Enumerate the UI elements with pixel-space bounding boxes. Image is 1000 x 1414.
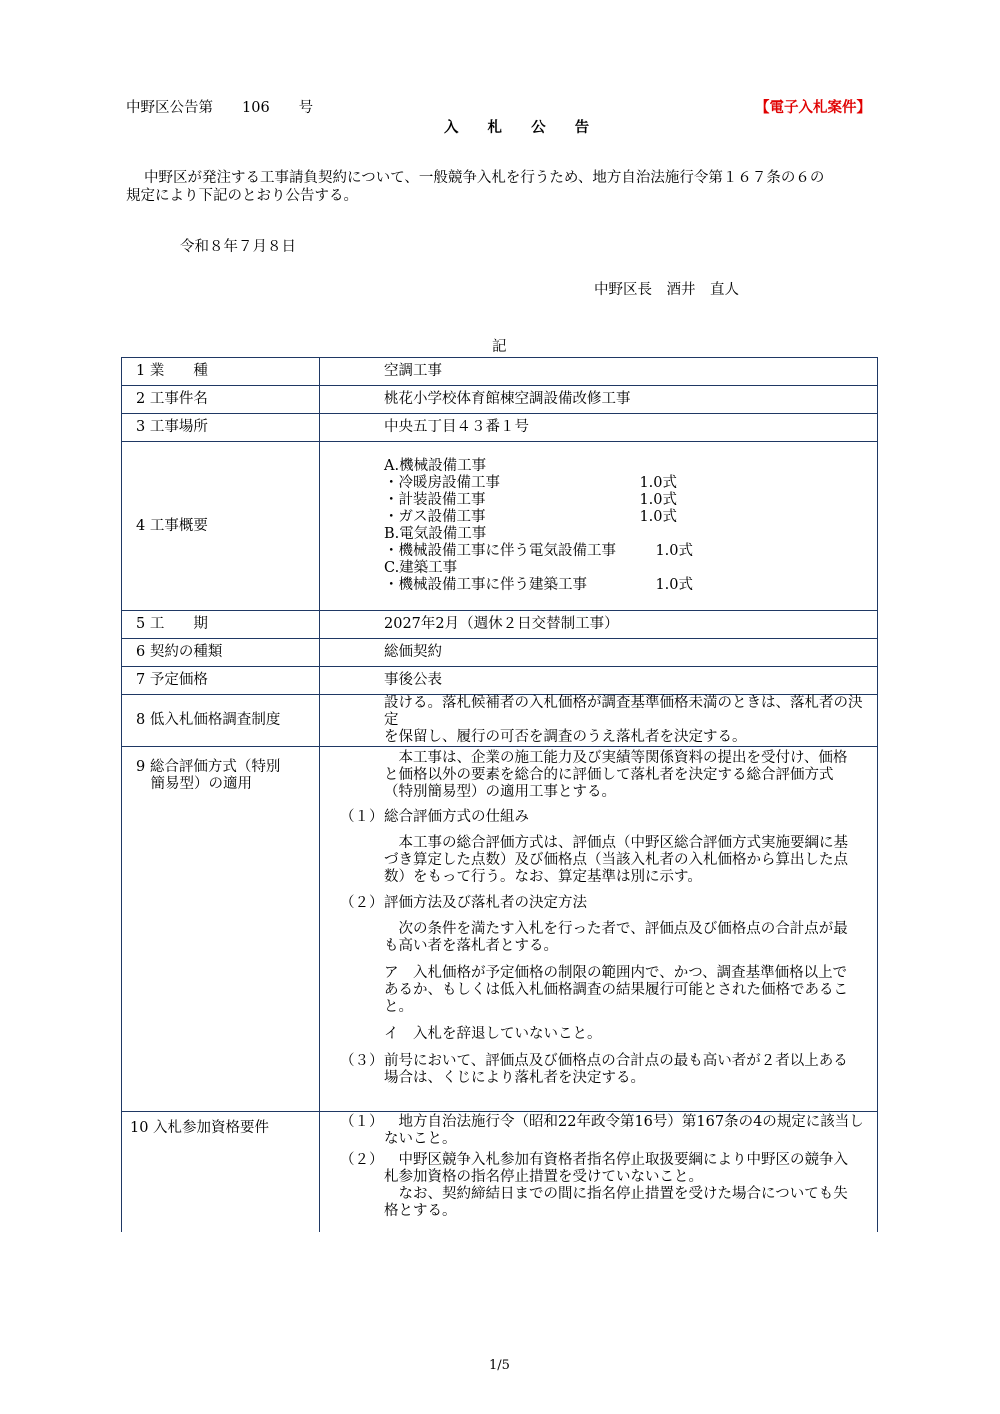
table-row [122,639,878,667]
row-label: 4 工事概要 [122,442,320,611]
eligibility-requirements [320,1112,878,1233]
page-title: 入 札 公 告 [444,119,602,136]
ki-heading: 記 [492,339,507,355]
table-row [122,358,878,386]
evaluation-method [320,747,878,1112]
table-row [122,747,878,1112]
intro-line-2: 規定により下記のとおり公告する。 [126,188,358,204]
electronic-bid-badge: 【電子入札案件】 [755,99,871,116]
row-label: 1 業 種 [122,358,320,386]
overview-line: ・機械設備工事に伴う建築工事 1.0式 [384,577,693,593]
table-row [122,667,878,695]
row-value: 2027年2月（週休２日交替制工事） [320,611,878,639]
table-row [122,414,878,442]
row-label: 10 入札参加資格要件 [122,1112,320,1233]
table-row [122,386,878,414]
requirement-1: （１） 地方自治法施行令（昭和22年政令第16号）第167条の4の規定に該当し ないこと。 [340,1114,864,1147]
work-overview [320,442,878,611]
row-label: 6 契約の種類 [122,639,320,667]
table-row [122,695,878,747]
page-number: 1/5 [489,1358,510,1373]
overview-line: ・計装設備工事 1.0式 [384,492,677,508]
overview-line: B.電気設備工事 [384,526,487,542]
table-row [122,1112,878,1233]
notice-number: 中野区公告第 106 号 [126,100,314,116]
row-value: 設ける。落札候補者の入札価格が調査基準価格未満のときは、落札者の決定 を保留し、履行の可否を調査のうえ落札者を決定する。 [320,695,878,747]
notice-table [121,357,878,1232]
table-row [122,611,878,639]
row-label: 2 工事件名 [122,386,320,414]
row-value: 総価契約 [320,639,878,667]
overview-line: ・ガス設備工事 1.0式 [384,509,677,525]
row-value: 事後公表 [320,667,878,695]
row-label: 8 低入札価格調査制度 [122,695,320,747]
overview-line: ・冷暖房設備工事 1.0式 [384,475,677,491]
subsection-1: （１） 総合評価方式の仕組み 本工事の総合評価方式は、評価点（中野区総合評価方式実施要綱に基 づき算定した点数）及び価格点（当該入札者の入札価格から算出した点 数）をもって行う。なお、算定基準は別に示す。 [340,809,848,885]
signatory: 中野区長 酒井 直人 [594,282,739,298]
row-value: 桃花小学校体育館棟空調設備改修工事 [320,386,878,414]
requirement-2: （２） 中野区競争入札参加有資格者指名停止取扱要綱により中野区の競争入 札参加資格の指名停止措置を受けていないこと。 なお、契約締結日までの間に指名停止措置を受けた場合についても失 格とする。 [340,1152,848,1219]
row-label: 9 総合評価方式（特別 簡易型）の適用 [122,747,320,1112]
row-label: 5 工 期 [122,611,320,639]
row-label: 3 工事場所 [122,414,320,442]
overview-line: A.機械設備工事 [384,458,487,474]
overview-line: ・機械設備工事に伴う電気設備工事 1.0式 [384,543,693,559]
row-label: 7 予定価格 [122,667,320,695]
subsection-3: （３） 前号において、評価点及び価格点の合計点の最も高い者が２者以上ある 場合は、くじにより落札者を決定する。 [340,1053,848,1086]
row-value: 中央五丁目４３番１号 [320,414,878,442]
subsection-2: （２） 評価方法及び落札者の決定方法 次の条件を満たす入札を行った者で、評価点及び価格点の合計点が最 も高い者を落札者とする。 ア 入札価格が予定価格の制限の範囲内で、かつ、調査基準価格以上で あるか、もしくは低入札価格調査の結果履行可能とされた価格であるこ と。 イ 入札を辞退していないこと。 [340,895,848,1042]
overview-line: C.建築工事 [384,560,458,576]
evaluation-intro: 本工事は、企業の施工能力及び実績等関係資料の提出を受付け、価格 と価格以外の要素を総合的に評価して落札者を決定する総合評価方式 （特別簡易型）の適用工事とする。 [384,750,848,800]
table-row [122,442,878,611]
row-value: 空調工事 [320,358,878,386]
notice-date: 令和８年７月８日 [180,239,296,255]
intro-line-1: 中野区が発注する工事請負契約について、一般競争入札を行うため、地方自治法施行令第１６７条の６の [144,170,825,186]
